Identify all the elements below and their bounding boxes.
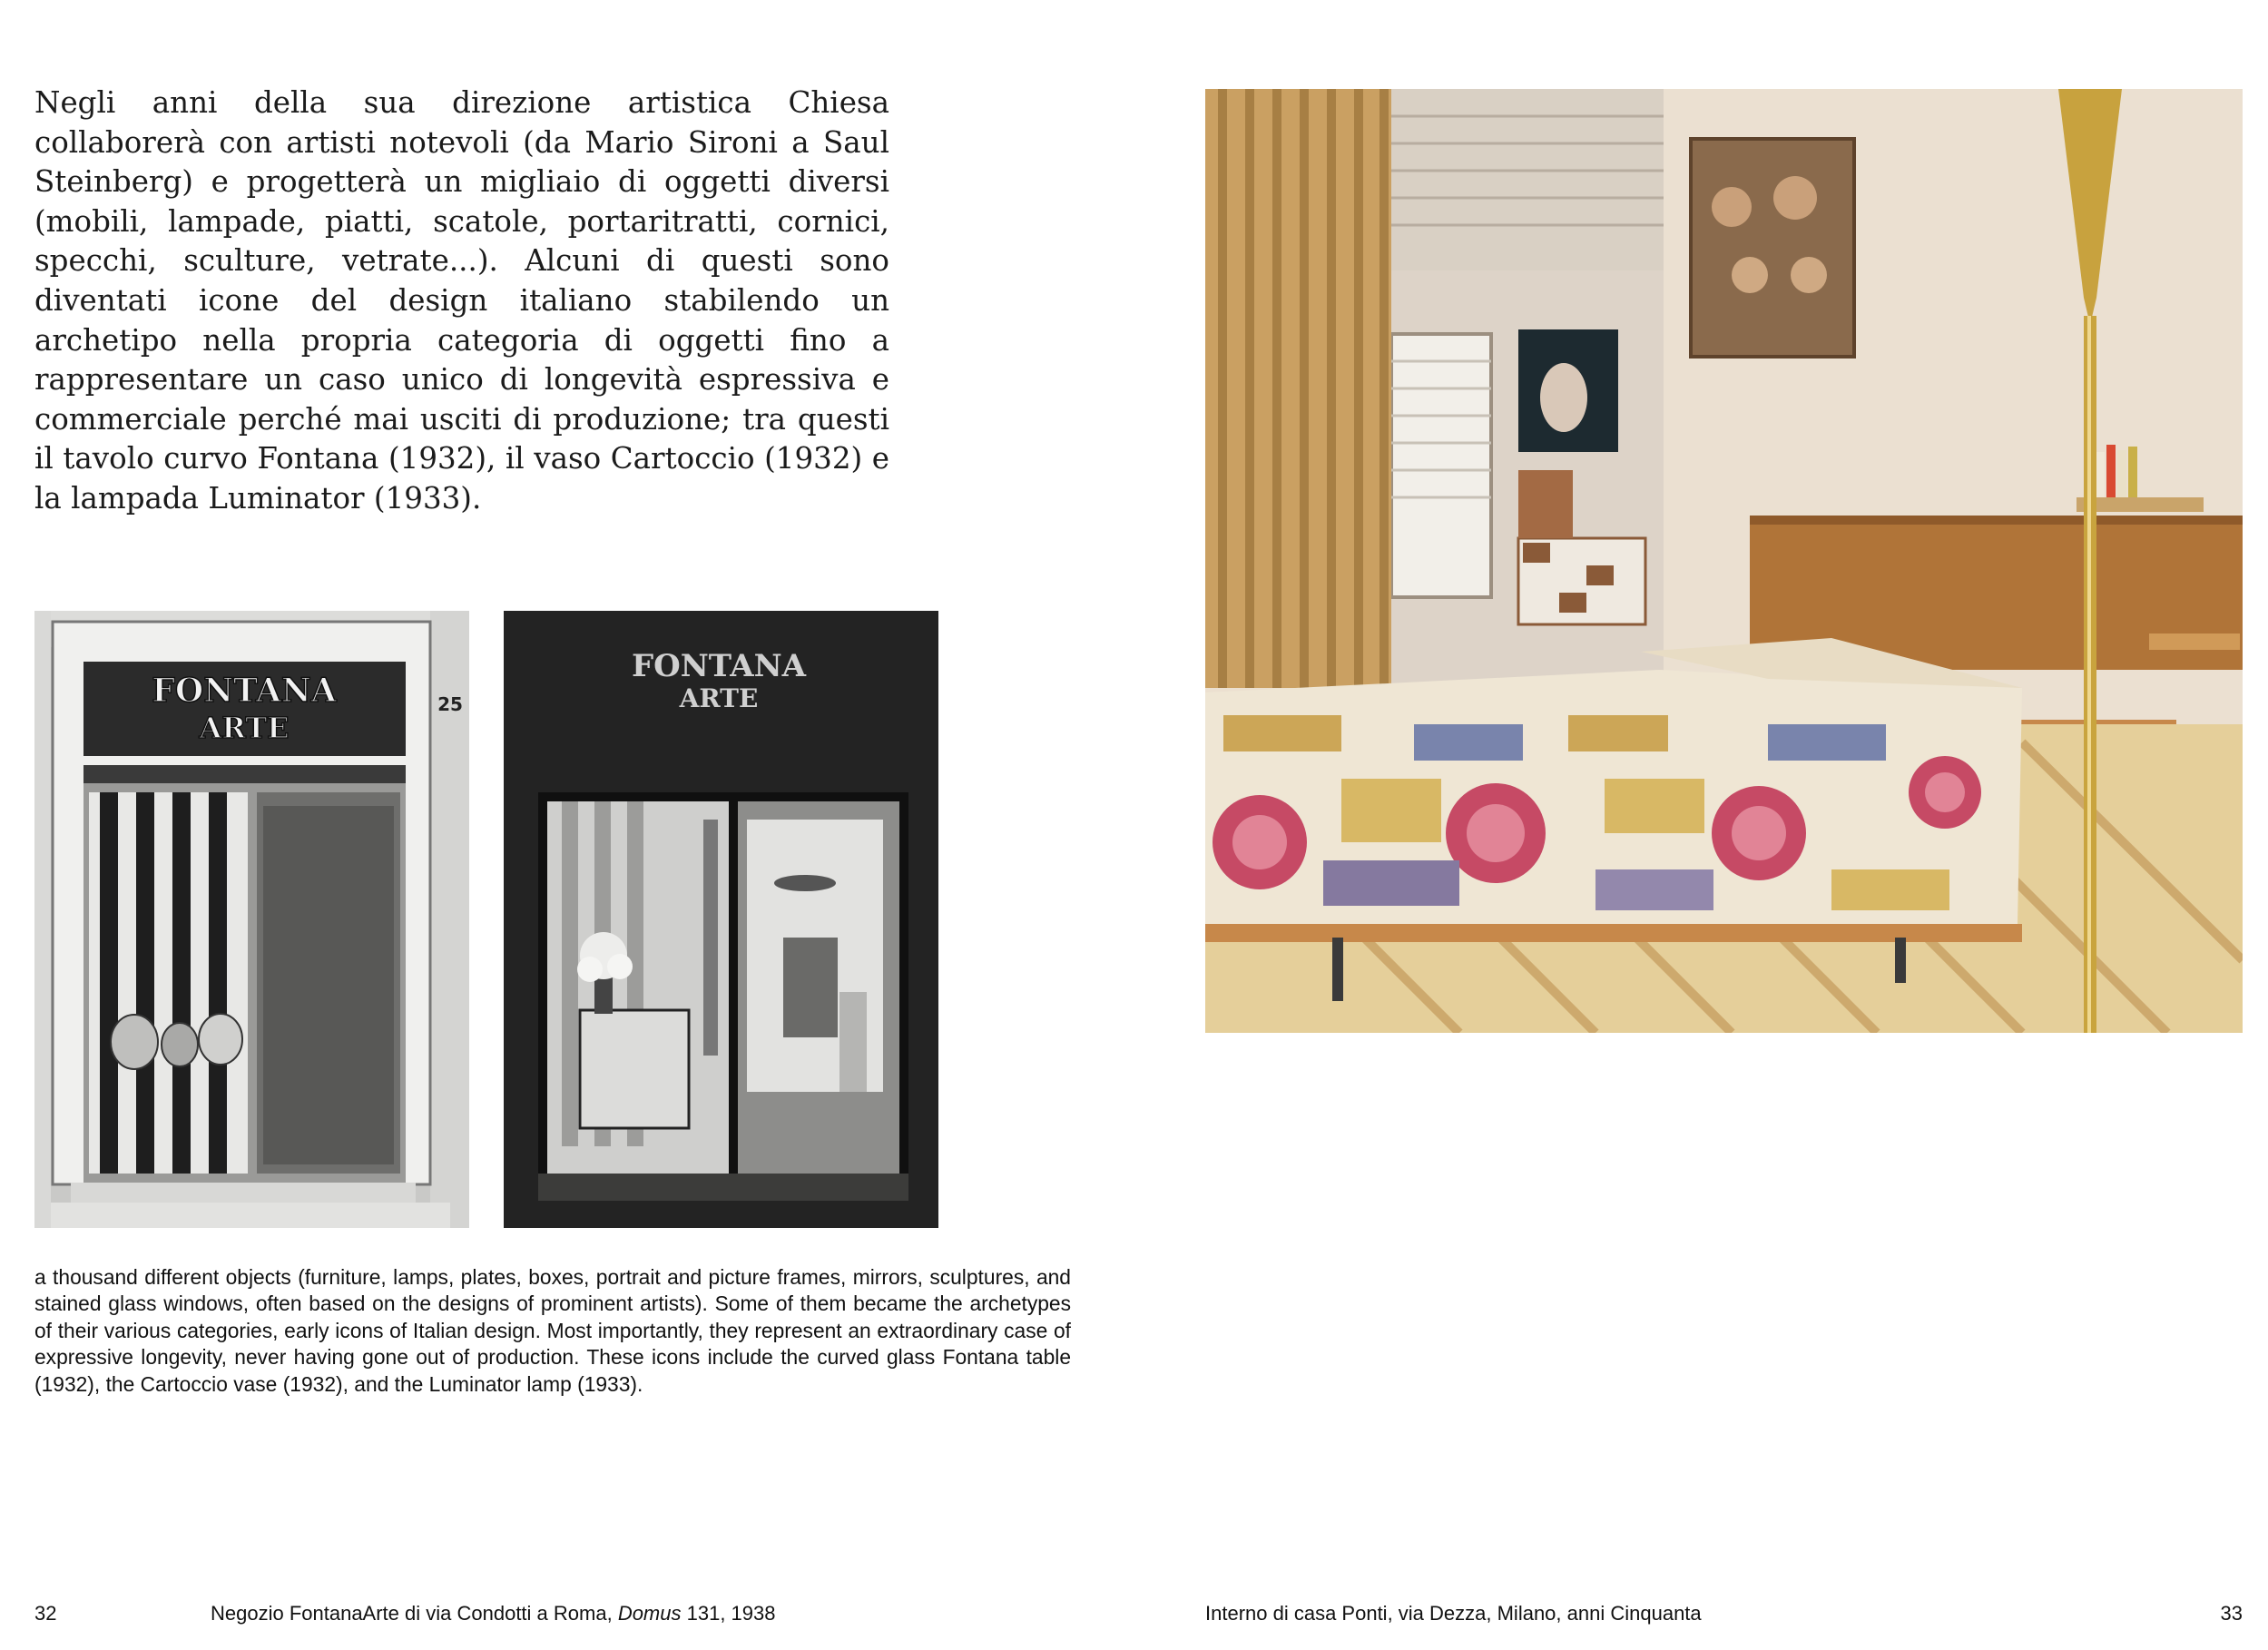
- photo-bedroom-interior: [1205, 89, 2243, 1033]
- sign-arte-1: ARTE: [199, 711, 290, 745]
- page-number-left: 32: [34, 1602, 57, 1625]
- english-paragraph: a thousand different objects (furniture, lamps, plates, boxes, portrait and picture frames, mirrors, sculptures, and stained glass windows, often based on the designs of prominent artists). Some of them became the archetypes of their various categories, early icons of Italian design. Most importantly, they represent an extraordinary case of expressive longevity, never having gone out of production. These icons include the curved glass Fontana table (1932), the Cartoccio vase (1932), and the Luminator lamp (1933).: [34, 1265, 1071, 1396]
- sign-fontana-2: FONTANA: [631, 648, 807, 684]
- street-number: 25: [437, 693, 463, 715]
- caption-right: Interno di casa Ponti, via Dezza, Milano, anni Cinquanta: [1205, 1602, 1702, 1625]
- italian-paragraph: Negli anni della sua direzione artistica Chiesa collaborerà con artisti notevoli (da Mario Sironi a Saul Steinberg) e progetterà un migliaio di oggetti diversi (mobili, lampade, piatti, scatole, portaritratti, cornici, specchi, sculture, vetrate...). Alcuni di questi sono diventati icone del design italiano stabilendo un archetipo nella propria categoria di oggetti fino a rappresentare un caso unico di longevità espressiva e commerciale perché mai usciti di produzione; tra questi il tavolo curvo Fontana (1932), il vaso Cartoccio (1932) e la lampada Luminator (1933).: [34, 85, 889, 516]
- sign-fontana-1: FONTANA: [152, 672, 337, 710]
- page-number-right: 33: [2220, 1602, 2243, 1625]
- photo-shopfront-left: [34, 611, 469, 1228]
- caption-left-prefix: Negozio FontanaArte di via Condotti a Roma,: [211, 1602, 618, 1625]
- caption-left-italic: Domus: [617, 1602, 682, 1625]
- caption-left-suffix: 131, 1938: [681, 1602, 776, 1625]
- sign-arte-2: ARTE: [679, 683, 759, 713]
- photo-shopfront-right: [504, 611, 938, 1228]
- caption-left: [211, 1601, 775, 1626]
